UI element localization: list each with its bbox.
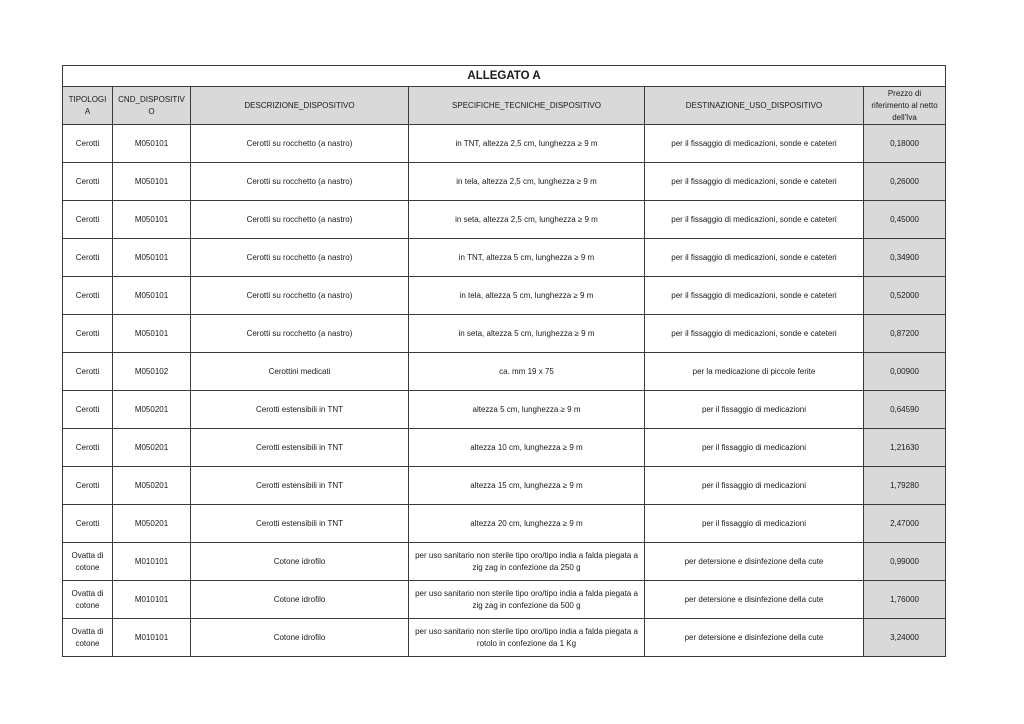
cell-tipologia: Cerotti (63, 239, 113, 277)
cell-cnd: M010101 (113, 581, 191, 619)
cell-specifiche: altezza 15 cm, lunghezza ≥ 9 m (409, 467, 645, 505)
cell-tipologia: Cerotti (63, 125, 113, 163)
cell-specifiche: ca. mm 19 x 75 (409, 353, 645, 391)
table-row (63, 581, 946, 619)
cell-tipologia: Cerotti (63, 467, 113, 505)
cell-destinazione: per il fissaggio di medicazioni (645, 505, 864, 543)
cell-destinazione: per il fissaggio di medicazioni, sonde e cateteri (645, 315, 864, 353)
table-row (63, 315, 946, 353)
cell-specifiche: altezza 20 cm, lunghezza ≥ 9 m (409, 505, 645, 543)
header-prezzo-riferimento: Prezzo di riferimento al netto dell'Iva (864, 87, 946, 125)
cell-descrizione: Cotone idrofilo (191, 619, 409, 657)
cell-tipologia: Ovatta di cotone (63, 619, 113, 657)
cell-specifiche: altezza 5 cm, lunghezza ≥ 9 m (409, 391, 645, 429)
cell-specifiche: in TNT, altezza 5 cm, lunghezza ≥ 9 m (409, 239, 645, 277)
table-title: ALLEGATO A (63, 66, 946, 87)
cell-prezzo: 0,52000 (864, 277, 946, 315)
cell-cnd: M050201 (113, 505, 191, 543)
cell-specifiche: in seta, altezza 2,5 cm, lunghezza ≥ 9 m (409, 201, 645, 239)
cell-descrizione: Cerotti su rocchetto (a nastro) (191, 163, 409, 201)
table-row (63, 125, 946, 163)
cell-prezzo: 0,00900 (864, 353, 946, 391)
table-row (63, 201, 946, 239)
cell-specifiche: in tela, altezza 5 cm, lunghezza ≥ 9 m (409, 277, 645, 315)
cell-prezzo: 0,87200 (864, 315, 946, 353)
cell-tipologia: Cerotti (63, 429, 113, 467)
cell-tipologia: Cerotti (63, 201, 113, 239)
cell-tipologia: Ovatta di cotone (63, 581, 113, 619)
table-row (63, 277, 946, 315)
title-row (63, 66, 946, 87)
table-row (63, 391, 946, 429)
cell-specifiche: in tela, altezza 2,5 cm, lunghezza ≥ 9 m (409, 163, 645, 201)
cell-cnd: M050201 (113, 467, 191, 505)
cell-cnd: M050201 (113, 429, 191, 467)
cell-descrizione: Cotone idrofilo (191, 543, 409, 581)
header-destinazione-uso: DESTINAZIONE_USO_DISPOSITIVO (645, 87, 864, 125)
cell-prezzo: 3,24000 (864, 619, 946, 657)
table-row (63, 543, 946, 581)
table-body (63, 125, 946, 657)
cell-descrizione: Cerotti su rocchetto (a nastro) (191, 277, 409, 315)
cell-cnd: M050102 (113, 353, 191, 391)
cell-cnd: M010101 (113, 619, 191, 657)
cell-destinazione: per detersione e disinfezione della cute (645, 543, 864, 581)
cell-destinazione: per detersione e disinfezione della cute (645, 581, 864, 619)
cell-specifiche: per uso sanitario non sterile tipo oro/tipo india a falda piegata a rotolo in confezione da 1 Kg (409, 619, 645, 657)
table-row (63, 239, 946, 277)
table-row (63, 505, 946, 543)
cell-prezzo: 0,64590 (864, 391, 946, 429)
cell-cnd: M050101 (113, 201, 191, 239)
cell-destinazione: per la medicazione di piccole ferite (645, 353, 864, 391)
cell-prezzo: 1,21630 (864, 429, 946, 467)
cell-prezzo: 0,45000 (864, 201, 946, 239)
cell-destinazione: per il fissaggio di medicazioni, sonde e cateteri (645, 163, 864, 201)
cell-descrizione: Cerotti su rocchetto (a nastro) (191, 201, 409, 239)
table-row (63, 467, 946, 505)
cell-descrizione: Cerottini medicati (191, 353, 409, 391)
cell-descrizione: Cerotti su rocchetto (a nastro) (191, 315, 409, 353)
cell-cnd: M050101 (113, 163, 191, 201)
cell-tipologia: Cerotti (63, 277, 113, 315)
header-specifiche-tecniche: SPECIFICHE_TECNICHE_DISPOSITIVO (409, 87, 645, 125)
cell-specifiche: per uso sanitario non sterile tipo oro/tipo india a falda piegata a zig zag in confezione da 500 g (409, 581, 645, 619)
table-row (63, 619, 946, 657)
allegato-sheet (62, 65, 945, 657)
cell-cnd: M050101 (113, 277, 191, 315)
allegato-table (62, 65, 946, 657)
cell-tipologia: Cerotti (63, 505, 113, 543)
header-cnd-dispositivo: CND_DISPOSITIVO (113, 87, 191, 125)
cell-prezzo: 0,34900 (864, 239, 946, 277)
cell-tipologia: Cerotti (63, 353, 113, 391)
cell-prezzo: 0,99000 (864, 543, 946, 581)
cell-destinazione: per il fissaggio di medicazioni, sonde e cateteri (645, 125, 864, 163)
cell-specifiche: in TNT, altezza 2,5 cm, lunghezza ≥ 9 m (409, 125, 645, 163)
cell-cnd: M050101 (113, 315, 191, 353)
cell-destinazione: per il fissaggio di medicazioni, sonde e cateteri (645, 239, 864, 277)
cell-descrizione: Cerotti estensibili in TNT (191, 505, 409, 543)
cell-prezzo: 2,47000 (864, 505, 946, 543)
cell-destinazione: per detersione e disinfezione della cute (645, 619, 864, 657)
cell-specifiche: in seta, altezza 5 cm, lunghezza ≥ 9 m (409, 315, 645, 353)
table-row (63, 353, 946, 391)
cell-destinazione: per il fissaggio di medicazioni (645, 467, 864, 505)
cell-destinazione: per il fissaggio di medicazioni, sonde e cateteri (645, 201, 864, 239)
cell-tipologia: Cerotti (63, 163, 113, 201)
cell-prezzo: 1,76000 (864, 581, 946, 619)
cell-tipologia: Cerotti (63, 315, 113, 353)
cell-descrizione: Cerotti estensibili in TNT (191, 391, 409, 429)
cell-descrizione: Cerotti su rocchetto (a nastro) (191, 125, 409, 163)
cell-descrizione: Cotone idrofilo (191, 581, 409, 619)
cell-prezzo: 0,18000 (864, 125, 946, 163)
table-row (63, 429, 946, 467)
cell-specifiche: per uso sanitario non sterile tipo oro/tipo india a falda piegata a zig zag in confezione da 250 g (409, 543, 645, 581)
cell-prezzo: 0,26000 (864, 163, 946, 201)
cell-prezzo: 1,79280 (864, 467, 946, 505)
cell-destinazione: per il fissaggio di medicazioni, sonde e cateteri (645, 277, 864, 315)
header-row (63, 87, 946, 125)
cell-cnd: M050201 (113, 391, 191, 429)
table-row (63, 163, 946, 201)
header-tipologia: TIPOLOGIA (63, 87, 113, 125)
cell-cnd: M050101 (113, 239, 191, 277)
cell-cnd: M050101 (113, 125, 191, 163)
cell-descrizione: Cerotti estensibili in TNT (191, 429, 409, 467)
cell-descrizione: Cerotti su rocchetto (a nastro) (191, 239, 409, 277)
cell-descrizione: Cerotti estensibili in TNT (191, 467, 409, 505)
cell-destinazione: per il fissaggio di medicazioni (645, 391, 864, 429)
cell-tipologia: Ovatta di cotone (63, 543, 113, 581)
cell-tipologia: Cerotti (63, 391, 113, 429)
cell-specifiche: altezza 10 cm, lunghezza ≥ 9 m (409, 429, 645, 467)
cell-cnd: M010101 (113, 543, 191, 581)
header-descrizione-dispositivo: DESCRIZIONE_DISPOSITIVO (191, 87, 409, 125)
cell-destinazione: per il fissaggio di medicazioni (645, 429, 864, 467)
